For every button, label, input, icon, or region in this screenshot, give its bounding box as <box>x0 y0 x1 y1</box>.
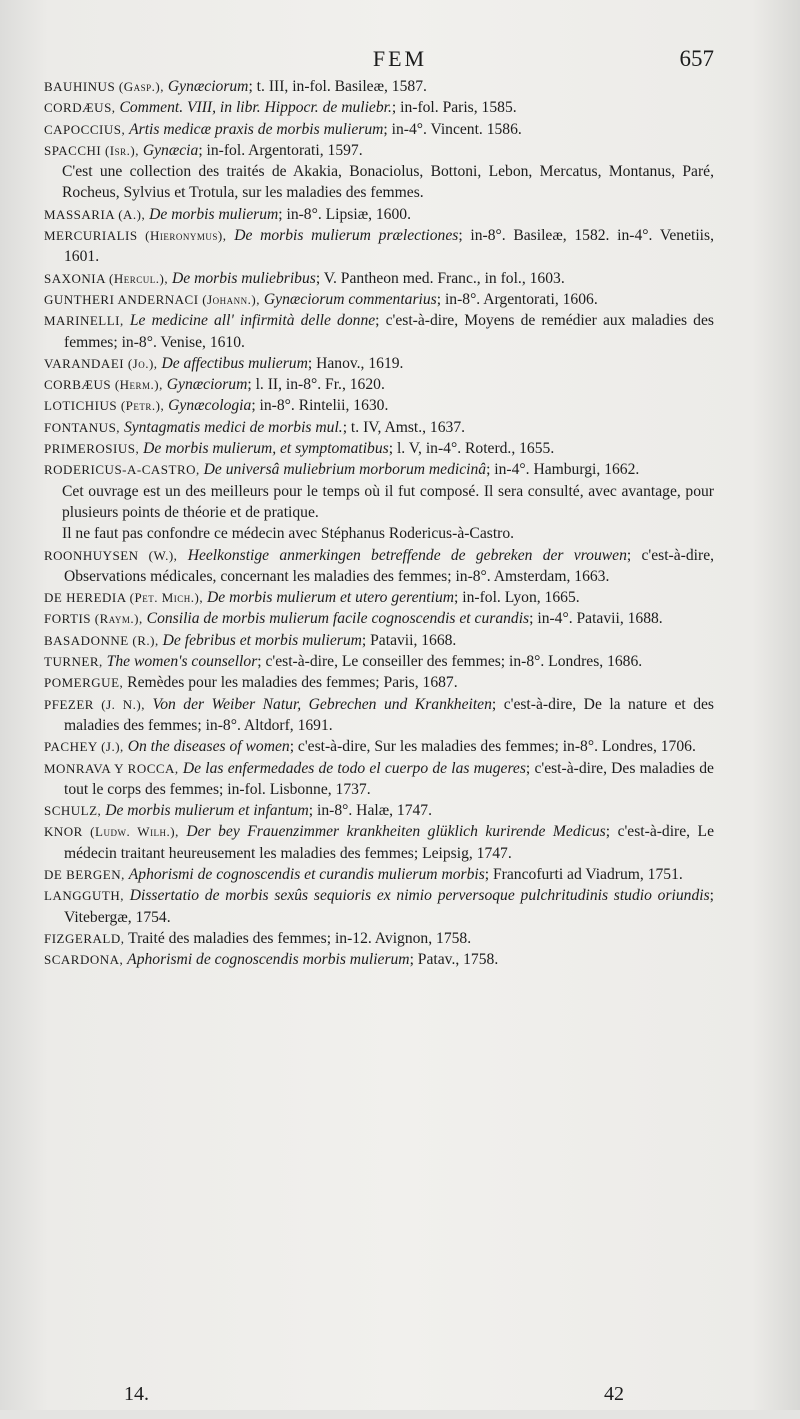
entry-imprint: ; c'est-à-dire, Le conseiller des femmes; in-8°. Londres, 1686. <box>257 653 643 671</box>
bibliography-entry <box>44 268 714 289</box>
entry-imprint: ; in-4°. Vincent. 1586. <box>383 120 522 138</box>
entry-author: PRIMEROSIUS, <box>44 441 140 457</box>
bibliography-entry <box>44 119 714 140</box>
bibliography-entry <box>44 758 714 801</box>
bibliography-entry <box>44 630 714 651</box>
entry-author: MERCURIALIS (Hieronymus), <box>44 228 227 244</box>
entry-title: On the diseases of women <box>127 738 290 756</box>
entry-imprint: Traité des maladies des femmes; in-12. Avignon, 1758. <box>128 929 472 947</box>
bibliography-entry <box>44 76 714 97</box>
entry-author: LOTICHIUS (Petr.), <box>44 398 165 414</box>
commentary-note <box>44 161 714 204</box>
bibliography-entry <box>44 545 714 588</box>
entry-title: De morbis muliebribus <box>172 269 316 287</box>
entry-title: Aphorismi de cognoscendis morbis mulierum <box>127 951 410 969</box>
entry-author: POMERGUE, <box>44 675 124 691</box>
bibliography-entry <box>44 417 714 438</box>
bibliography-entry <box>44 225 714 268</box>
commentary-note <box>44 481 714 524</box>
catchword: 42 <box>604 1383 624 1405</box>
bibliography-entry <box>44 821 714 864</box>
entry-title: Artis medicæ praxis de morbis mulierum <box>129 120 384 138</box>
entry-title: De affectibus mulierum <box>161 354 308 372</box>
entry-imprint: ; V. Pantheon med. Franc., in fol., 1603. <box>315 269 565 287</box>
entry-title: De morbis mulierum et infantum <box>105 802 309 820</box>
bibliography-list <box>44 76 714 970</box>
entry-title: Von der Weiber Natur, Gebrechen und Krankheiten <box>152 695 492 713</box>
entry-author: BASADONNE (R.), <box>44 632 159 648</box>
note-text: C'est une collection des traités de Akakia, Bonaciolus, Bottoni, Lebon, Mercatus, Montanus, Paré, Rocheus, Sylvius et Trotula, sur les maladies des femmes. <box>62 163 714 202</box>
bibliography-entry <box>44 438 714 459</box>
entry-author: CORBÆUS (Herm.), <box>44 377 163 393</box>
note-text: Il ne faut pas confondre ce médecin avec Stéphanus Rodericus-à-Castro. <box>62 525 515 543</box>
entry-imprint: ; Patavii, 1668. <box>361 631 457 649</box>
entry-imprint: ; Vitebergæ, 1754. <box>64 887 714 926</box>
entry-author: KNOR (Ludw. Wilh.), <box>44 824 179 840</box>
entry-imprint: ; c'est-à-dire, De la nature et des maladies des femmes; in-8°. Altdorf, 1691. <box>64 695 714 734</box>
entry-title: Syntagmatis medici de morbis mul. <box>123 418 343 436</box>
commentary-note <box>44 523 714 544</box>
entry-imprint: ; in-4°. Patavii, 1688. <box>529 610 663 628</box>
running-header <box>0 46 800 80</box>
entry-title: De morbis mulierum, et symptomatibus <box>143 440 389 458</box>
entry-title: Heelkonstige anmerkingen betreffende de gebreken der vrouwen <box>187 546 627 564</box>
entry-title: De febribus et morbis mulierum <box>162 631 362 649</box>
signature-mark: 14. <box>124 1383 149 1405</box>
entry-title: Gynæcologia <box>168 397 252 415</box>
entry-title: Le medicine all' infirmità delle donne <box>129 312 376 330</box>
entry-imprint: ; t. IV, Amst., 1637. <box>342 418 466 436</box>
entry-author: MASSARIA (A.), <box>44 206 146 222</box>
entry-title: Der bey Frauenzimmer krankheiten glüklich kurirende Medicus <box>186 823 606 841</box>
entry-imprint: ; in-8°. Basileæ, 1582. in-4°. Venetiis, 1601. <box>64 227 714 266</box>
entry-author: SCARDONA, <box>44 952 124 968</box>
entry-title: Gynæciorum commentarius <box>263 290 437 308</box>
entry-imprint: ; in-8°. Rintelii, 1630. <box>251 397 389 415</box>
note-text: Cet ouvrage est un des meilleurs pour le temps où il fut composé. Il sera consulté, avec avantage, pour plusieurs points de théorie et de pratique. <box>62 482 714 521</box>
running-head: FEM <box>372 46 428 71</box>
entry-imprint: ; in-8°. Lipsiæ, 1600. <box>278 205 411 223</box>
entry-author: VARANDAEI (Jo.), <box>44 355 158 371</box>
entry-imprint: ; c'est-à-dire, Des maladies de tout le corps des femmes; in-fol. Lisbonne, 1737. <box>64 759 714 798</box>
entry-title: De morbis mulierum prælectiones <box>234 227 459 245</box>
entry-imprint: ; Francofurti ad Viadrum, 1751. <box>484 865 683 883</box>
page-footer <box>0 1383 800 1419</box>
entry-imprint: ; c'est-à-dire, Sur les maladies des femmes; in-8°. Londres, 1706. <box>289 738 696 756</box>
entry-imprint: Remèdes pour les maladies des femmes; Paris, 1687. <box>127 674 458 692</box>
entry-imprint: ; in-8°. Argentorati, 1606. <box>436 290 598 308</box>
bibliography-entry <box>44 353 714 374</box>
bibliography-entry <box>44 289 714 310</box>
entry-imprint: ; t. III, in-fol. Basileæ, 1587. <box>248 78 427 95</box>
bibliography-entry <box>44 140 714 161</box>
entry-imprint: ; c'est-à-dire, Le médecin traitant heureusement les maladies des femmes; Leipsig, 1747. <box>64 823 715 862</box>
entry-title: Gynæciorum <box>166 376 248 394</box>
entry-title: De universâ muliebrium morborum medicinâ <box>203 461 487 479</box>
entry-title: De morbis mulierum <box>149 205 279 223</box>
bibliography-entry <box>44 928 714 949</box>
entry-author: FORTIS (Raym.), <box>44 611 143 627</box>
bibliography-entry <box>44 310 714 353</box>
bibliography-entry <box>44 885 714 928</box>
entry-author: MONRAVA Y ROCCA, <box>44 760 179 776</box>
entry-author: DE BERGEN, <box>44 866 125 882</box>
entry-author: SAXONIA (Hercul.), <box>44 270 169 286</box>
entry-title: Gynæcia <box>142 141 199 159</box>
entry-title: De las enfermedades de todo el cuerpo de las mugeres <box>182 759 526 777</box>
entry-title: De morbis mulierum et utero gerentium <box>207 589 455 607</box>
bibliography-entry <box>44 459 714 480</box>
entry-imprint: ; l. V, in-4°. Roterd., 1655. <box>388 440 555 458</box>
bibliography-entry <box>44 672 714 693</box>
entry-author: CAPOCCIUS, <box>44 121 126 137</box>
bibliography-entry <box>44 97 714 118</box>
entry-author: ROONHUYSEN (W.), <box>44 547 178 563</box>
bibliography-entry <box>44 800 714 821</box>
entry-imprint: ; Hanov., 1619. <box>307 354 404 372</box>
bibliography-entry <box>44 204 714 225</box>
entry-author: PFEZER (J. N.), <box>44 696 145 712</box>
entry-imprint: ; Patav., 1758. <box>409 951 499 969</box>
entry-title: Comment. VIII, in libr. Hippocr. de muliebr. <box>119 99 392 117</box>
entry-imprint: ; l. II, in-8°. Fr., 1620. <box>247 376 385 394</box>
bibliography-entry <box>44 651 714 672</box>
entry-author: CORDÆUS, <box>44 100 116 116</box>
entry-author: PACHEY (J.), <box>44 739 124 755</box>
entry-imprint: ; in-fol. Lyon, 1665. <box>454 589 580 607</box>
entry-imprint: ; in-4°. Hamburgi, 1662. <box>486 461 640 479</box>
entry-title: Aphorismi de cognoscendis et curandis mulierum morbis <box>128 865 485 883</box>
entry-title: Consilia de morbis mulierum facile cognoscendis et curandis <box>146 610 530 628</box>
bibliography-entry <box>44 736 714 757</box>
bibliography-entry <box>44 694 714 737</box>
entry-author: SPACCHI (Isr.), <box>44 142 139 158</box>
entry-author: DE HEREDIA (Pet. Mich.), <box>44 590 204 606</box>
entry-imprint: ; in-fol. Paris, 1585. <box>391 99 517 117</box>
entry-author: MARINELLI, <box>44 313 124 329</box>
bibliography-entry <box>44 949 714 970</box>
bibliography-entry <box>44 608 714 629</box>
entry-imprint: ; c'est-à-dire, Observations médicales, concernant les maladies des femmes; in-8°. Amsterdam, 1663. <box>64 546 715 585</box>
entry-imprint: ; in-8°. Halæ, 1747. <box>308 802 432 820</box>
entry-author: LANGGUTH, <box>44 888 124 904</box>
entry-imprint: ; c'est-à-dire, Moyens de remédier aux maladies des femmes; in-8°. Venise, 1610. <box>64 312 714 351</box>
entry-author: TURNER, <box>44 654 103 670</box>
entry-author: FIZGERALD, <box>44 930 125 946</box>
entry-author: RODERICUS-A-CASTRO, <box>44 462 200 478</box>
bibliography-entry <box>44 395 714 416</box>
bibliography-entry <box>44 587 714 608</box>
entry-title: Gynæciorum <box>167 78 249 95</box>
entry-author: BAUHINUS (Gasp.), <box>44 79 164 94</box>
page-number: 657 <box>679 46 714 71</box>
entry-imprint: ; in-fol. Argentorati, 1597. <box>198 141 363 159</box>
bibliography-entry <box>44 374 714 395</box>
entry-author: SCHULZ, <box>44 803 102 819</box>
entry-title: Dissertatio de morbis sexûs sequioris ex nimio perversoque pulchritudinis studio oriundis <box>129 887 710 905</box>
entry-title: The women's counsellor <box>106 653 258 671</box>
bibliography-entry <box>44 864 714 885</box>
entry-author: FONTANUS, <box>44 419 121 435</box>
entry-author: GUNTHERI ANDERNACI (Johann.), <box>44 291 260 307</box>
